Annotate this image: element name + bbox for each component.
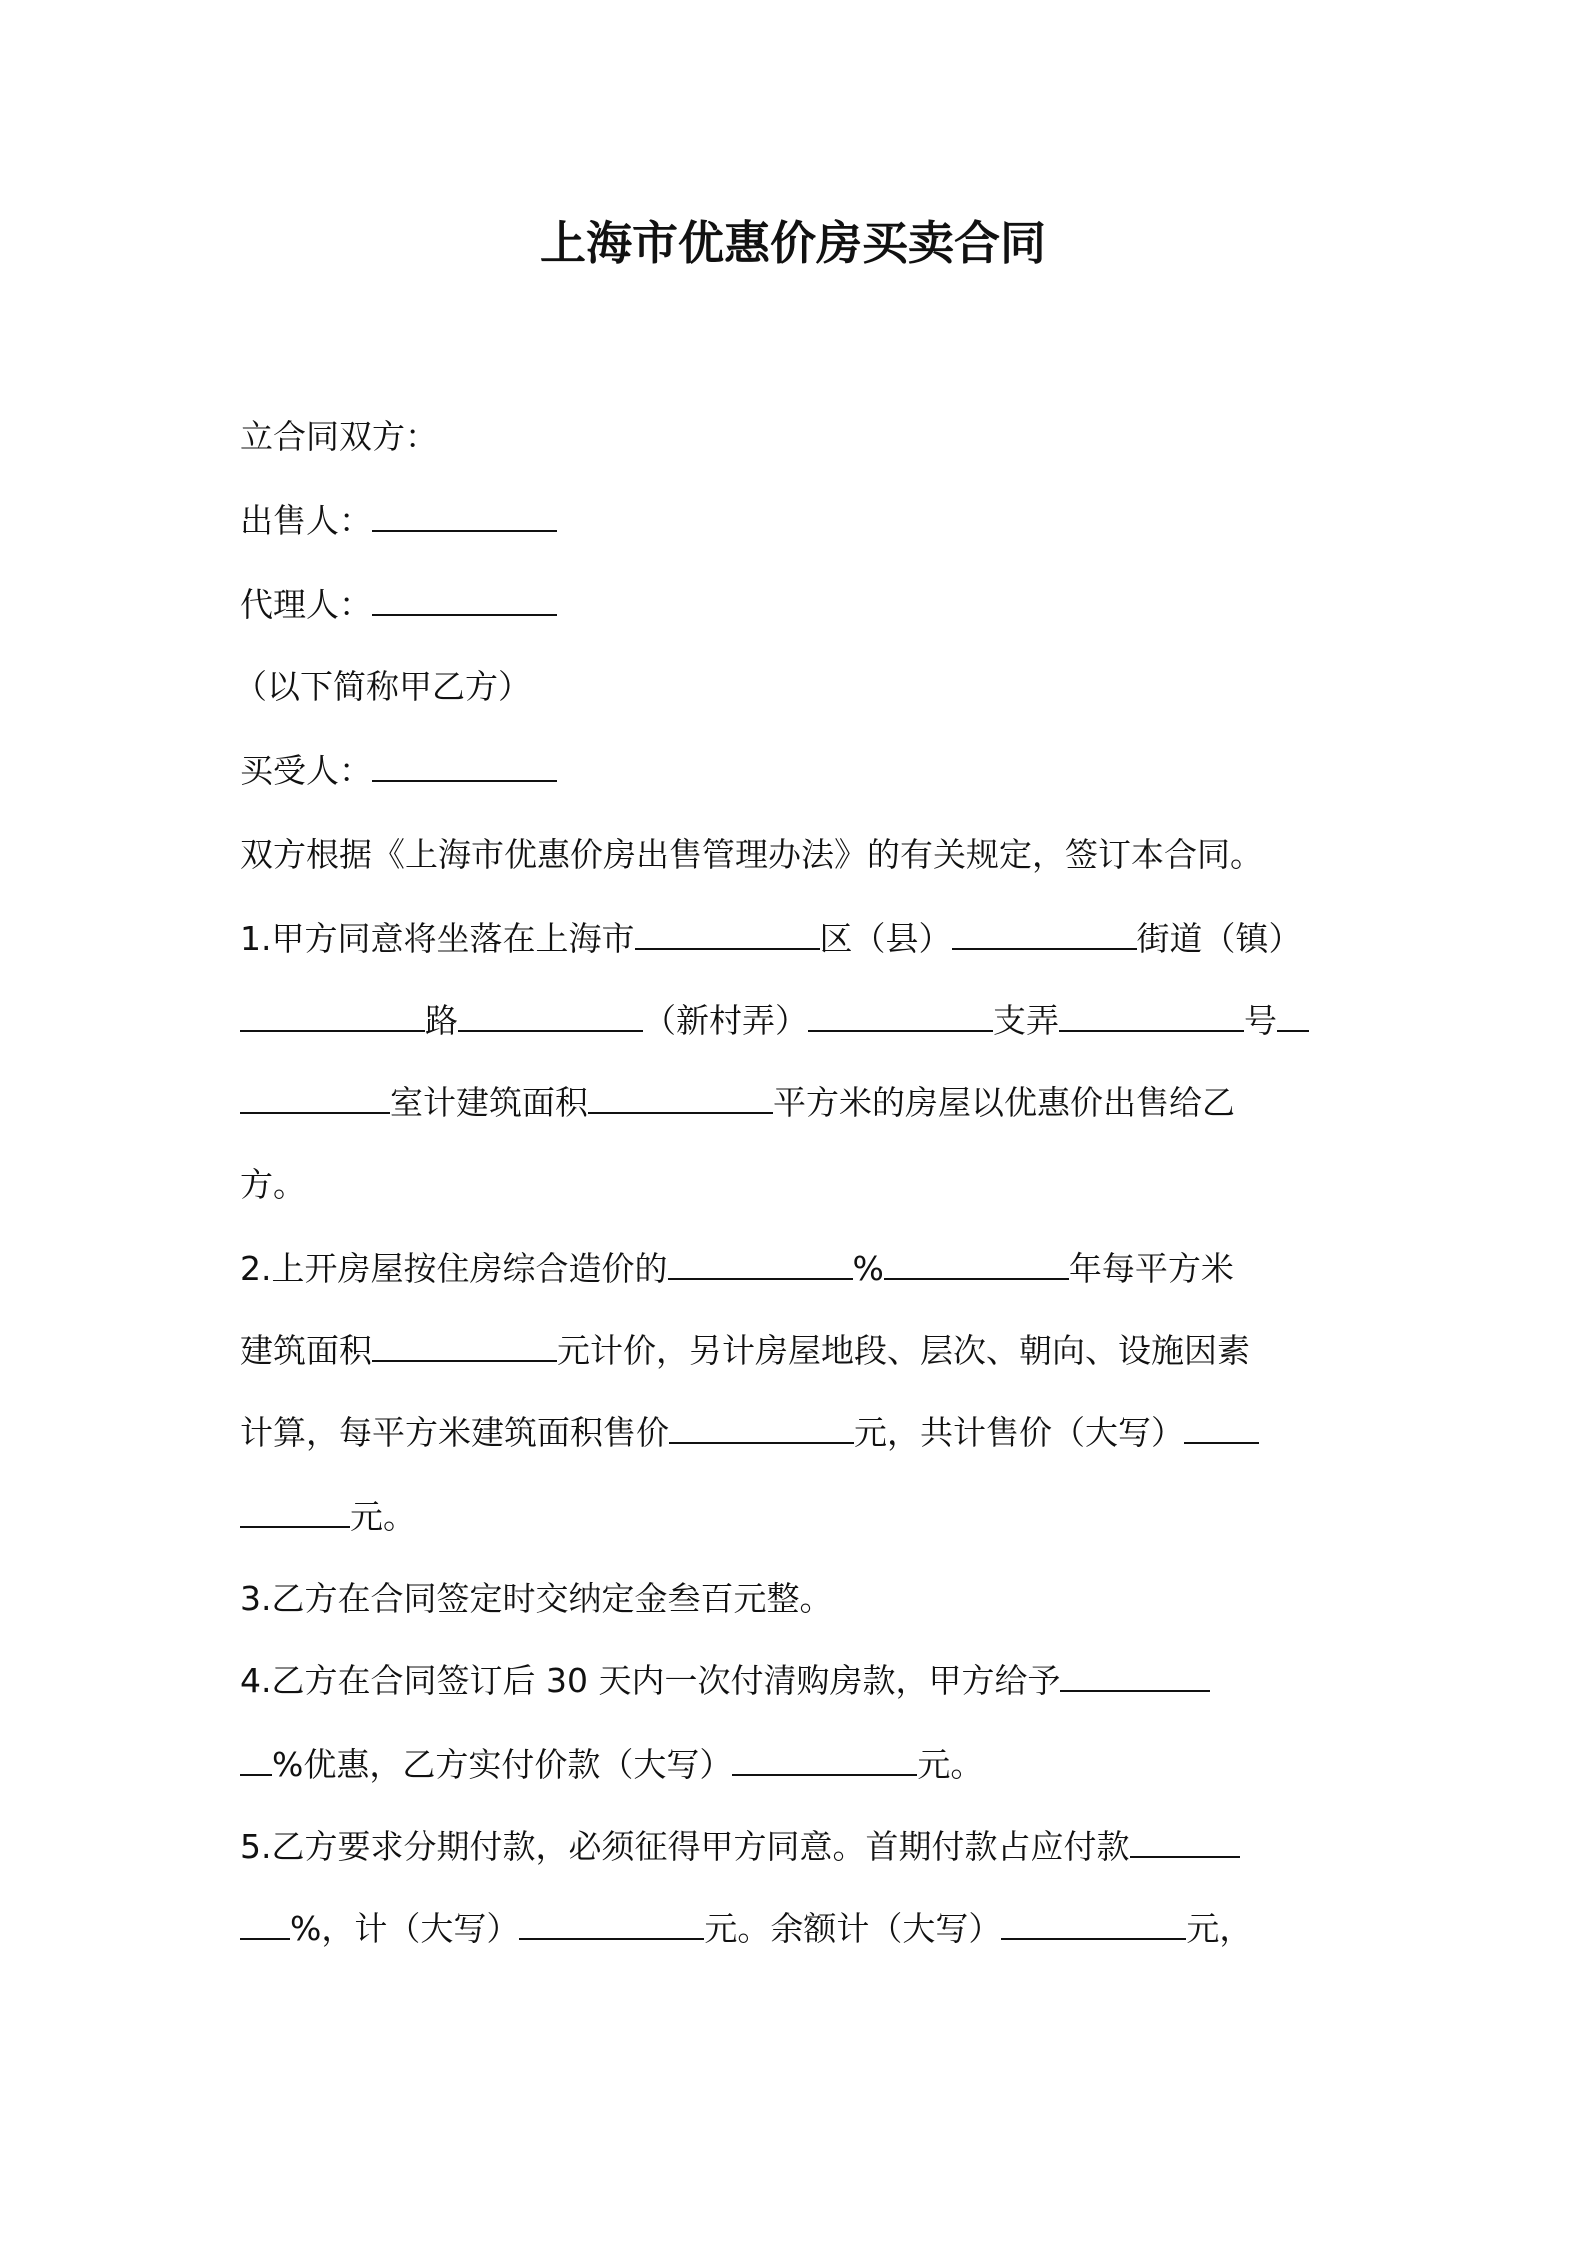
clause2-text-a: 2.上开房屋按住房综合造价的 <box>240 1249 668 1288</box>
seller-blank[interactable] <box>372 500 557 532</box>
number-blank[interactable] <box>1277 1000 1309 1032</box>
clause2-line2 <box>240 1326 1250 1376</box>
agent-blank[interactable] <box>372 584 557 616</box>
document-title: 上海市优惠价房买卖合同 <box>540 216 1046 270</box>
clause5-text-a: 5.乙方要求分期付款，必须征得甲方同意。首期付款占应付款 <box>240 1827 1130 1866</box>
seller-line <box>240 496 557 546</box>
clause1-text-e: （新村弄） <box>643 1001 808 1040</box>
clause5-line2 <box>240 1904 1252 1954</box>
clause1-text-d: 路 <box>425 1001 458 1040</box>
area-blank[interactable] <box>588 1082 773 1114</box>
clause1-line2 <box>240 996 1309 1046</box>
clause2-text-b: % <box>852 1249 884 1288</box>
lane-blank[interactable] <box>808 1000 993 1032</box>
clause5-text-b: %，计（大写） <box>290 1909 520 1948</box>
clause2-text-c: 年每平方米 <box>1068 1249 1234 1288</box>
village-blank[interactable] <box>458 1000 643 1032</box>
actual-payment-blank[interactable] <box>732 1744 917 1776</box>
clause1-line4 <box>240 1160 306 1210</box>
total-price-blank-cont[interactable] <box>240 1496 350 1528</box>
clause1-text-i: 平方米的房屋以优惠价出售给乙 <box>773 1083 1235 1122</box>
abbrev-note: （以下简称甲乙方） <box>234 667 531 706</box>
clause2-text-d: 建筑面积 <box>240 1331 372 1370</box>
clause2-line3 <box>240 1408 1259 1458</box>
parties-heading <box>240 412 438 462</box>
buyer-blank[interactable] <box>372 750 557 782</box>
clause2-text-f: 计算，每平方米建筑面积售价 <box>240 1413 669 1452</box>
clause4-text-c: 元。 <box>917 1745 984 1784</box>
discount-blank-cont[interactable] <box>240 1744 272 1776</box>
sale-price-blank[interactable] <box>669 1412 854 1444</box>
seller-label: 出售人： <box>240 501 372 540</box>
clause4-text-a: 4.乙方在合同签订后 30 天内一次付清购房款，甲方给予 <box>240 1661 1061 1700</box>
basis-text: 双方根据《上海市优惠价房出售管理办法》的有关规定，签订本合同。 <box>240 835 1263 874</box>
unit-price-blank[interactable] <box>372 1330 557 1362</box>
clause3-text: 3.乙方在合同签定时交纳定金叁百元整。 <box>240 1579 833 1618</box>
buyer-label: 买受人： <box>240 751 372 790</box>
clause2-line4 <box>240 1492 416 1542</box>
agent-line <box>240 580 557 630</box>
clause2-text-g: 元，共计售价（大写） <box>854 1413 1184 1452</box>
basis-line <box>240 830 1263 880</box>
year-blank[interactable] <box>884 1248 1069 1280</box>
clause1-line1 <box>240 914 1302 964</box>
abbrev-note-line <box>234 662 531 712</box>
discount-blank[interactable] <box>1060 1660 1210 1692</box>
clause1-text-h: 室计建筑面积 <box>390 1083 588 1122</box>
branch-lane-blank[interactable] <box>1059 1000 1244 1032</box>
street-blank[interactable] <box>952 918 1137 950</box>
total-price-blank[interactable] <box>1184 1412 1259 1444</box>
clause1-text-c: 街道（镇） <box>1136 919 1302 958</box>
room-blank[interactable] <box>240 1082 390 1114</box>
clause2-line1 <box>240 1244 1234 1294</box>
clause1-line3 <box>240 1078 1235 1128</box>
clause5-text-c: 元。余额计（大写） <box>704 1909 1002 1948</box>
clause1-text-b: 区（县） <box>819 919 952 958</box>
clause1-text-j: 方。 <box>240 1165 306 1204</box>
district-blank[interactable] <box>635 918 820 950</box>
first-payment-percent-blank[interactable] <box>1130 1826 1240 1858</box>
clause5-text-d: 元， <box>1186 1909 1253 1948</box>
first-payment-amount-blank[interactable] <box>519 1908 704 1940</box>
clause4-line2 <box>240 1740 983 1790</box>
balance-amount-blank[interactable] <box>1001 1908 1186 1940</box>
clause1-text-a: 1.甲方同意将坐落在上海市 <box>240 919 635 958</box>
buyer-line <box>240 746 557 796</box>
clause1-text-f: 支弄 <box>993 1001 1059 1040</box>
clause2-text-h: 元。 <box>350 1497 416 1536</box>
clause4-text-b: %优惠，乙方实付价款（大写） <box>272 1745 733 1784</box>
clause5-line1 <box>240 1822 1240 1872</box>
percent-blank[interactable] <box>668 1248 853 1280</box>
agent-label: 代理人： <box>240 585 372 624</box>
clause3-line <box>240 1574 833 1624</box>
parties-heading-text: 立合同双方： <box>240 417 438 456</box>
clause1-text-g: 号 <box>1244 1001 1277 1040</box>
clause4-line1 <box>240 1656 1210 1706</box>
clause2-text-e: 元计价，另计房屋地段、层次、朝向、设施因素 <box>557 1331 1250 1370</box>
first-payment-percent-blank-cont[interactable] <box>240 1908 290 1940</box>
road-blank[interactable] <box>240 1000 425 1032</box>
